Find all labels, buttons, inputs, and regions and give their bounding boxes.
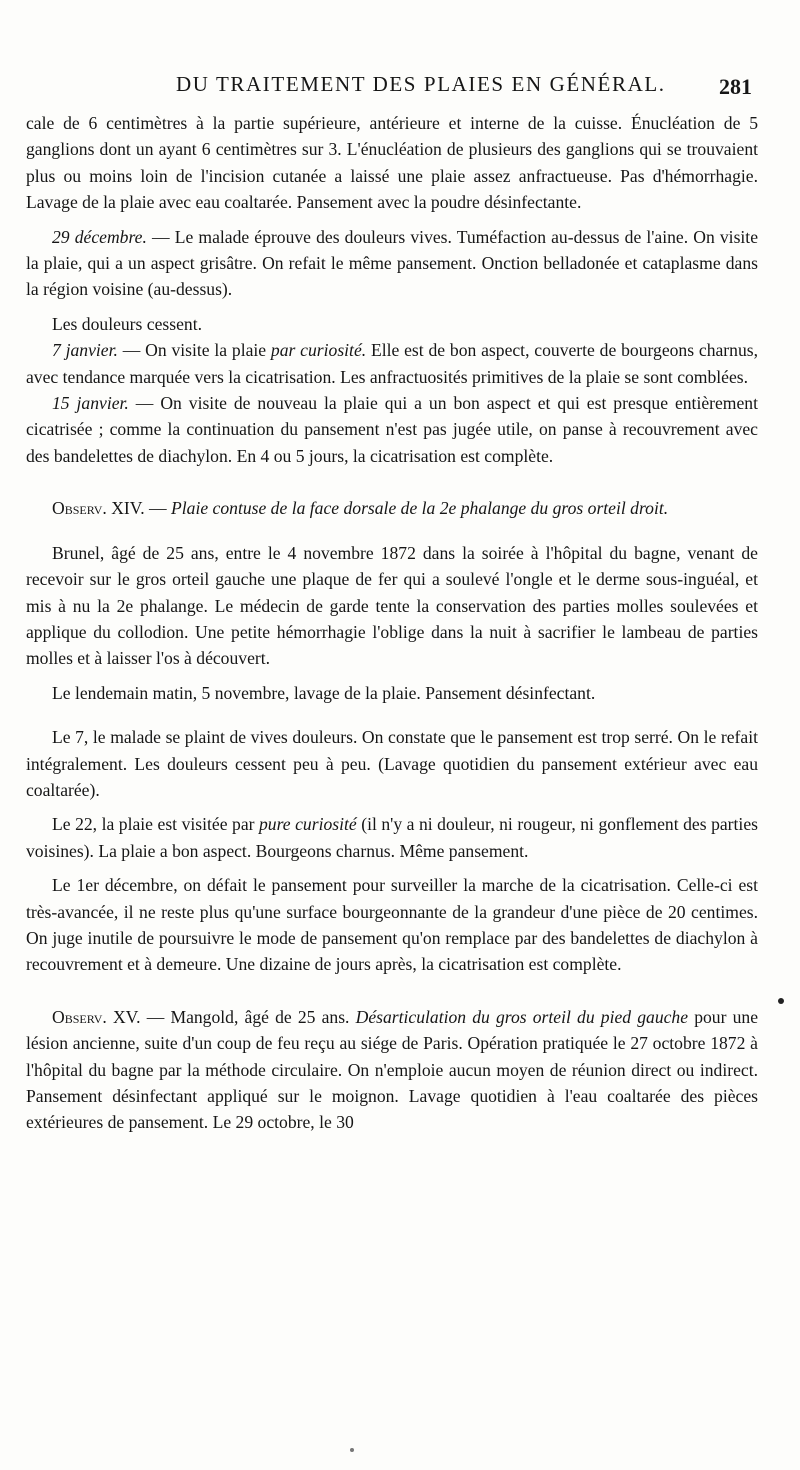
observation-14-separator: — (144, 498, 172, 519)
paragraph-29-decembre-text: — Le malade éprouve des douleurs vives. Tuméfaction au-dessus de l'aine. On visite la plaie, qui a un aspect grisâtre. On refait le même pansement. Onction belladonée et cataplasme dans la région voisine (au-dessus). (26, 226, 758, 300)
observation-14-paragraph-1: Brunel, âgé de 25 ans, entre le 4 novembre 1872 dans la soirée à l'hôpital du bagne, venant de recevoir sur le gros orteil gauche une plaque de fer qui a soulevé l'ongle et le derme sous-inguéal, et mis à nu la 2e phalange. Le médecin de garde tente la conservation des parties molles soulevées et applique du collodion. Une petite hémorrhagie l'oblige dans la nuit à sacrifier le lambeau de parties molles et à laisser l'os à découvert. (26, 542, 758, 669)
observation-14-paragraph-3: Le 7, le malade se plaint de vives douleurs. On constate que le pansement est trop serré. On le refait intégralement. Les douleurs cessent peu à peu. (Lavage quotidien du pansement extérieur avec eau coaltarée). (26, 727, 758, 800)
observation-15-text-b: pour une lésion ancienne, suite d'un coup de feu reçu au siége de Paris. Opération pratiquée le 27 octobre 1872 à l'hôpital du bagne par la méthode circulaire. On n'emploie aucun moyen de réunion direct ou indirect. Pansement désinfectant appliqué sur le moignon. Lavage quotidien à l'eau coaltarée des pièces extérieures de pansement. Le 29 octobre, le 30 (26, 1006, 759, 1133)
body-text (26, 110, 758, 1136)
observation-14-label: Observ. XIV. (52, 498, 145, 519)
observation-14-paragraph-4 (26, 811, 758, 864)
observation-14-paragraph-4-b: (il n'y a ni douleur, ni rougeur, ni gonflement des parties voisines). La plaie a bon aspect. Bourgeons charnus. Même pansement. (26, 814, 758, 861)
observation-15-paragraph (26, 1004, 758, 1136)
paragraph-7-janvier (26, 337, 758, 390)
date-7-janvier: 7 janvier. (52, 340, 118, 361)
paragraph-7-janvier-text-b: Elle est de bon aspect, couverte de bourgeons charnus, avec tendance marquée vers la cicatrisation. Les anfractuosités primitives de la plaie se sont comblées. (26, 340, 759, 387)
observation-15-text-a: — Mangold, âgé de 25 ans. (140, 1006, 356, 1027)
ink-speck (350, 1448, 354, 1452)
paragraph-7-janvier-text-a: — On visite la plaie (117, 340, 271, 361)
date-29-decembre: 29 décembre. (52, 226, 147, 247)
observation-14-title: Plaie contuse de la face dorsale de la 2e phalange du gros orteil droit. (171, 498, 669, 519)
paragraph-continuation: cale de 6 centimètres à la partie supérieure, antérieure et interne de la cuisse. Énucléation de 5 ganglions dont un ayant 6 centimètres sur 3. L'énucléation de plusieurs des ganglions qui se trouvaient plus ou moins loin de l'incision cutanée a laissé une plaie assez anfractueuse. Pas d'hémorrhagie. Lavage de la plaie avec eau coaltarée. Pansement avec la poudre désinfectante. (26, 113, 758, 213)
observation-14-paragraph-4-a: Le 22, la plaie est visitée par (52, 814, 259, 835)
date-15-janvier: 15 janvier. (52, 393, 129, 414)
paragraph-15-janvier-text: — On visite de nouveau la plaie qui a un bon aspect et qui est presque entièrement cicatrisée ; comme la continuation du pansement n'est pas jugée utile, on panse à recouvrement avec des bandelettes de diachylon. En 4 ou 5 jours, la cicatrisation est complète. (26, 393, 758, 466)
observation-15-title: Désarticulation du gros orteil du pied gauche (355, 1006, 689, 1027)
ink-speck (778, 998, 784, 1004)
observation-14-paragraph-5: Le 1er décembre, on défait le pansement pour surveiller la marche de la cicatrisation. Celle-ci est très-avancée, il ne reste plus qu'une surface bourgeonnante de la grandeur d'une pièce de 20 centimes. On juge inutile de poursuivre le mode de pansement qu'on remplace par des bandelettes de diachylon à recouvrement et à demeure. Une dizaine de jours après, la cicatrisation est complète. (26, 875, 758, 975)
page-number: 281 (719, 74, 752, 99)
observation-15-label: Observ. XV. (52, 1006, 141, 1027)
observation-14-heading (26, 495, 758, 521)
running-title: DU TRAITEMENT DES PLAIES EN GÉNÉRAL. (176, 72, 666, 96)
paragraph-29-decembre (26, 224, 758, 303)
running-head (26, 70, 758, 110)
paragraph-15-janvier (26, 390, 758, 469)
emphasis-pure-curiosite: pure curiosité (259, 814, 357, 835)
emphasis-par-curiosite: par curiosité. (270, 340, 367, 361)
paragraph-douleurs-cessent: Les douleurs cessent. (52, 313, 202, 334)
observation-14-paragraph-2: Le lendemain matin, 5 novembre, lavage de la plaie. Pansement désinfectant. (52, 682, 596, 703)
